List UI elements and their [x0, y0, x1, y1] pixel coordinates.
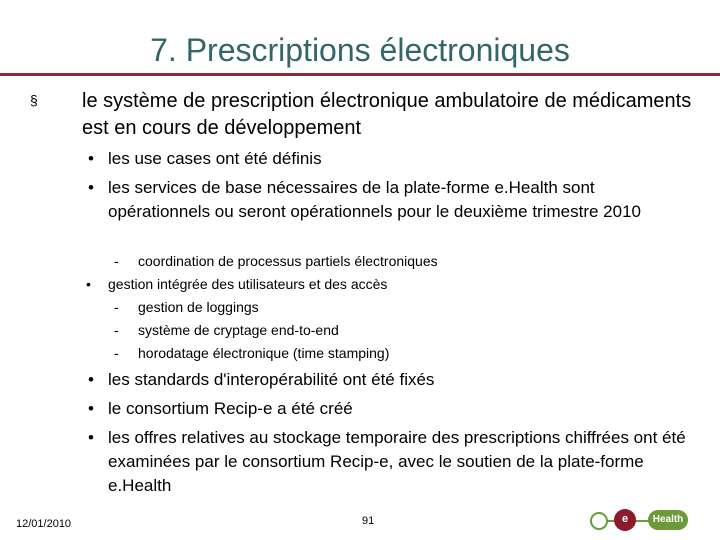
logo-circle-icon — [590, 512, 608, 530]
dash-icon: - — [114, 299, 119, 315]
dash-icon: - — [114, 345, 119, 361]
bullet-icon: • — [86, 276, 91, 292]
slide-title: 7. Prescriptions électroniques — [150, 32, 570, 68]
dash-icon: - — [114, 322, 119, 338]
list-item-text: les use cases ont été définis — [108, 149, 322, 168]
bullet-icon: • — [88, 428, 94, 447]
footer-date: 12/01/2010 — [16, 518, 72, 530]
detail-line: gestion de loggings — [138, 299, 259, 315]
detail-line: gestion intégrée des utilisateurs et des accès — [108, 276, 388, 292]
list-item-text: les standards d'interopérabilité ont été fixés — [108, 370, 435, 389]
detail-line: système de cryptage end-to-end — [138, 322, 339, 338]
main-bullet-icon: § — [30, 92, 38, 108]
logo-health-badge: Health — [648, 510, 688, 530]
list-item-text: les services de base nécessaires de la plate-forme e.Health sont opérationnels ou seront opérationnels pour le deuxième trimestre 2010 — [108, 178, 641, 221]
detail-line: coordination de processus partiels électroniques — [138, 253, 438, 269]
bullet-icon: • — [88, 370, 94, 389]
list-item-text: les offres relatives au stockage temporaire des prescriptions chiffrées ont été examinées par le consortium Recip-e, avec le soutien de la plate-forme e.Health — [108, 428, 686, 495]
bullet-icon: • — [88, 178, 94, 197]
dash-icon: - — [114, 253, 119, 269]
bullet-icon: • — [88, 149, 94, 168]
main-point: le système de prescription électronique ambulatoire de médicaments est en cours de développement — [82, 90, 692, 139]
logo-e-badge: e — [614, 509, 636, 531]
ehealth-logo — [588, 506, 718, 536]
page-number: 91 — [362, 515, 375, 527]
bullet-icon: • — [88, 399, 94, 418]
list-item-text: le consortium Recip-e a été créé — [108, 399, 353, 418]
title-divider — [0, 73, 720, 76]
detail-line: horodatage électronique (time stamping) — [138, 345, 390, 361]
